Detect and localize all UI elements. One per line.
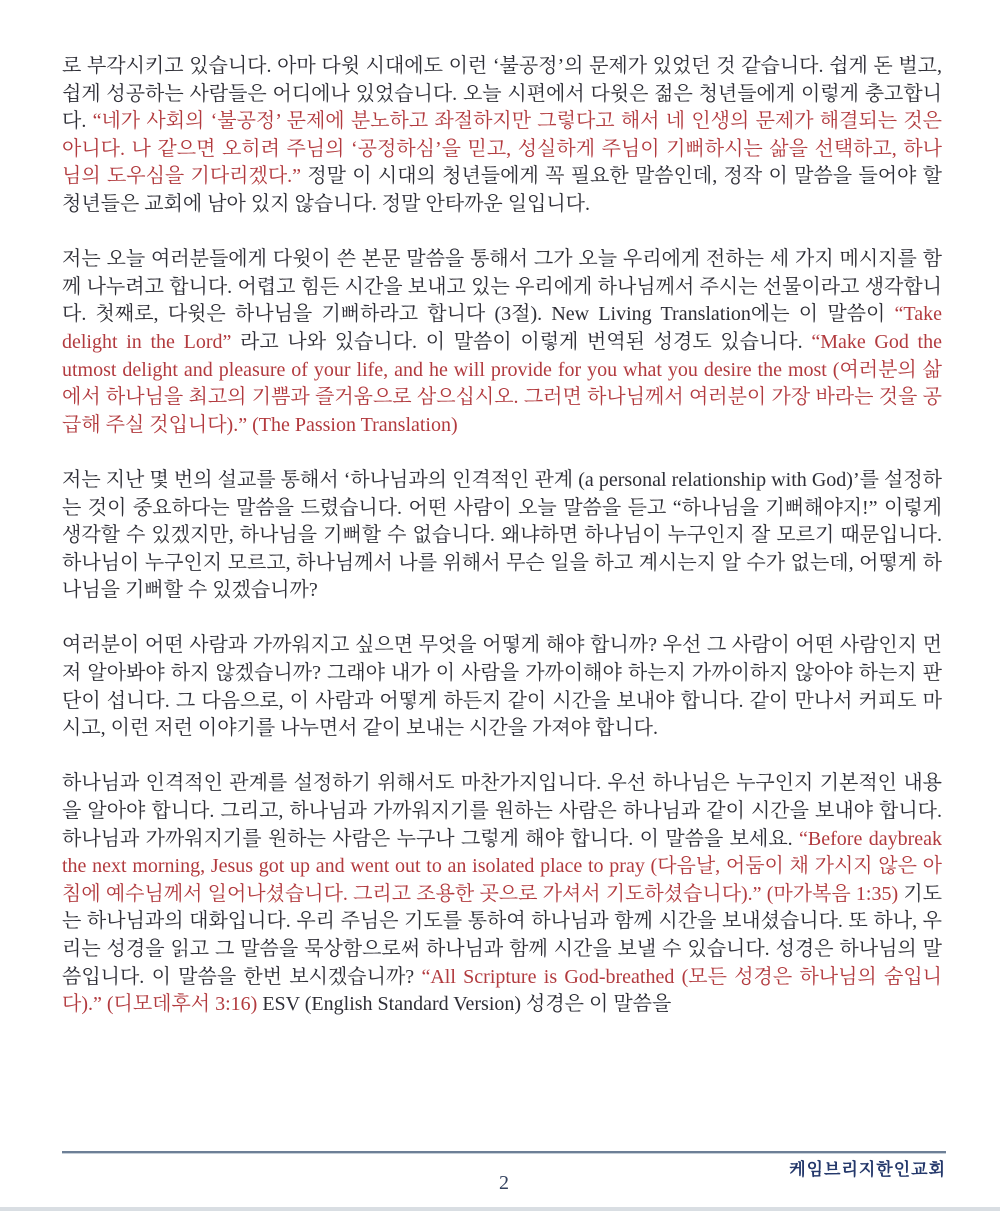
quote-text: “All Scripture is God-breathed (모든 성경은 하나님의 숨입니다).” (디모데후서 3:16) <box>62 965 942 1016</box>
paragraph <box>62 467 942 605</box>
body-text: 기도는 하나님과의 대화입니다. 우리 주님은 기도를 통하여 하나님과 함께 시간을 보내셨습니다. 또 하나, 우리는 성경을 읽고 그 말씀을 묵상함으로써 하나님과 함께 시간을 보낼 수 있습니다. 성경은 하나님의 말씀입니다. 이 말씀을 한번 보시겠습니까? <box>62 882 942 988</box>
paragraph <box>62 770 942 1018</box>
body-text: 로 부각시키고 있습니다. 아마 다윗 시대에도 이런 ‘불공정’의 문제가 있었던 것 같습니다. 쉽게 돈 벌고, 쉽게 성공하는 사람들은 어디에나 있었습니다. 오늘 시편에서 다윗은 젊은 청년들에게 이렇게 충고합니다. <box>62 55 942 133</box>
quote-text: “Before daybreak the next morning, Jesus got up and went out to an isolated place to pray (다음날, 어둠이 채 가시지 않은 아침에 예수님께서 일어나셨습니다. 그리고 조용한 곳으로 가셔서 기도하셨습니다).” (마가복음 1:35) <box>62 827 942 905</box>
body-text: 저는 오늘 여러분들에게 다윗이 쓴 본문 말씀을 통해서 그가 오늘 우리에게 전하는 세 가지 메시지를 함께 나누려고 합니다. 어렵고 힘든 시간을 보내고 있는 우리에게 하나님께서 주시는 선물이라고 생각합니다. 첫째로, 다윗은 하나님을 기뻐하라고 합니다 (3절). New Living Translation에는 이 말씀이 <box>62 248 942 326</box>
body-text: 하나님과 인격적인 관계를 설정하기 위해서도 마찬가지입니다. 우선 하나님은 누구인지 기본적인 내용을 알아야 합니다. 그리고, 하나님과 가까워지기를 원하는 사람은 하나님과 같이 시간을 보내야 합니다. 하나님과 가까워지기를 원하는 사람은 누구나 그렇게 해야 합니다. 이 말씀을 보세요. <box>62 772 942 850</box>
paragraph <box>62 246 942 439</box>
footer-divider <box>62 1151 946 1154</box>
quote-text: “Make God the utmost delight and pleasure of your life, and he will provide for you what you desire the most (여러분의 삶에서 하나님을 최고의 기쁨과 즐거움으로 삼으십시오. 그러면 하나님께서 여러분이 가장 바라는 것을 공급해 주실 것입니다).” (The Passion Translation) <box>62 330 942 436</box>
quote-text: “네가 사회의 ‘불공정’ 문제에 분노하고 좌절하지만 그렇다고 해서 네 인생의 문제가 해결되는 것은 아니다. 나 같으면 오히려 주님의 ‘공정하심’을 믿고, 성실하게 주님이 기뻐하시는 삶을 선택하고, 하나님의 도우심을 기다리겠다.” <box>62 110 942 188</box>
body-text: ESV (English Standard Version) 성경은 이 말씀을 <box>257 993 672 1016</box>
paragraph <box>62 53 942 219</box>
document-body <box>62 53 942 1046</box>
page-bottom-edge <box>0 1207 1000 1211</box>
footer-church-name: 케임브리지한인교회 <box>789 1160 946 1179</box>
body-text: 저는 지난 몇 번의 설교를 통해서 ‘하나님과의 인격적인 관계 (a personal relationship with God)’를 설정하는 것이 중요하다는 말씀을 드렸습니다. 어떤 사람이 오늘 말씀을 듣고 “하나님을 기뻐해야지!” 이렇게 생각할 수 있겠지만, 하나님을 기뻐할 수 없습니다. 왜냐하면 하나님이 누구인지 잘 모르기 때문입니다. 하나님이 누구인지 모르고, 하나님께서 나를 위해서 무슨 일을 하고 계시는지 알 수가 없는데, 어떻게 하나님을 기뻐할 수 있겠습니까? <box>62 468 942 602</box>
paragraph <box>62 632 942 742</box>
quote-text: “Take delight in the Lord” <box>62 303 942 353</box>
body-text: 정말 이 시대의 청년들에게 꼭 필요한 말씀인데, 정작 이 말씀을 들어야 할 청년들은 교회에 남아 있지 않습니다. 정말 안타까운 일입니다. <box>62 165 942 215</box>
body-text: 라고 나와 있습니다. 이 말씀이 이렇게 번역된 성경도 있습니다. <box>231 330 812 353</box>
body-text: 여러분이 어떤 사람과 가까워지고 싶으면 무엇을 어떻게 해야 합니까? 우선 그 사람이 어떤 사람인지 먼저 알아봐야 하지 않겠습니까? 그래야 내가 이 사람을 가까이해야 하는지 가까이하지 않아야 하는지 판단이 섭니다. 그 다음으로, 이 사람과 어떻게 하든지 같이 시간을 보내야 합니다. 같이 만나서 커피도 마시고, 이런 저런 이야기를 나누면서 같이 보내는 시간을 가져야 합니다. <box>62 634 942 740</box>
page-number: 2 <box>499 1172 509 1194</box>
